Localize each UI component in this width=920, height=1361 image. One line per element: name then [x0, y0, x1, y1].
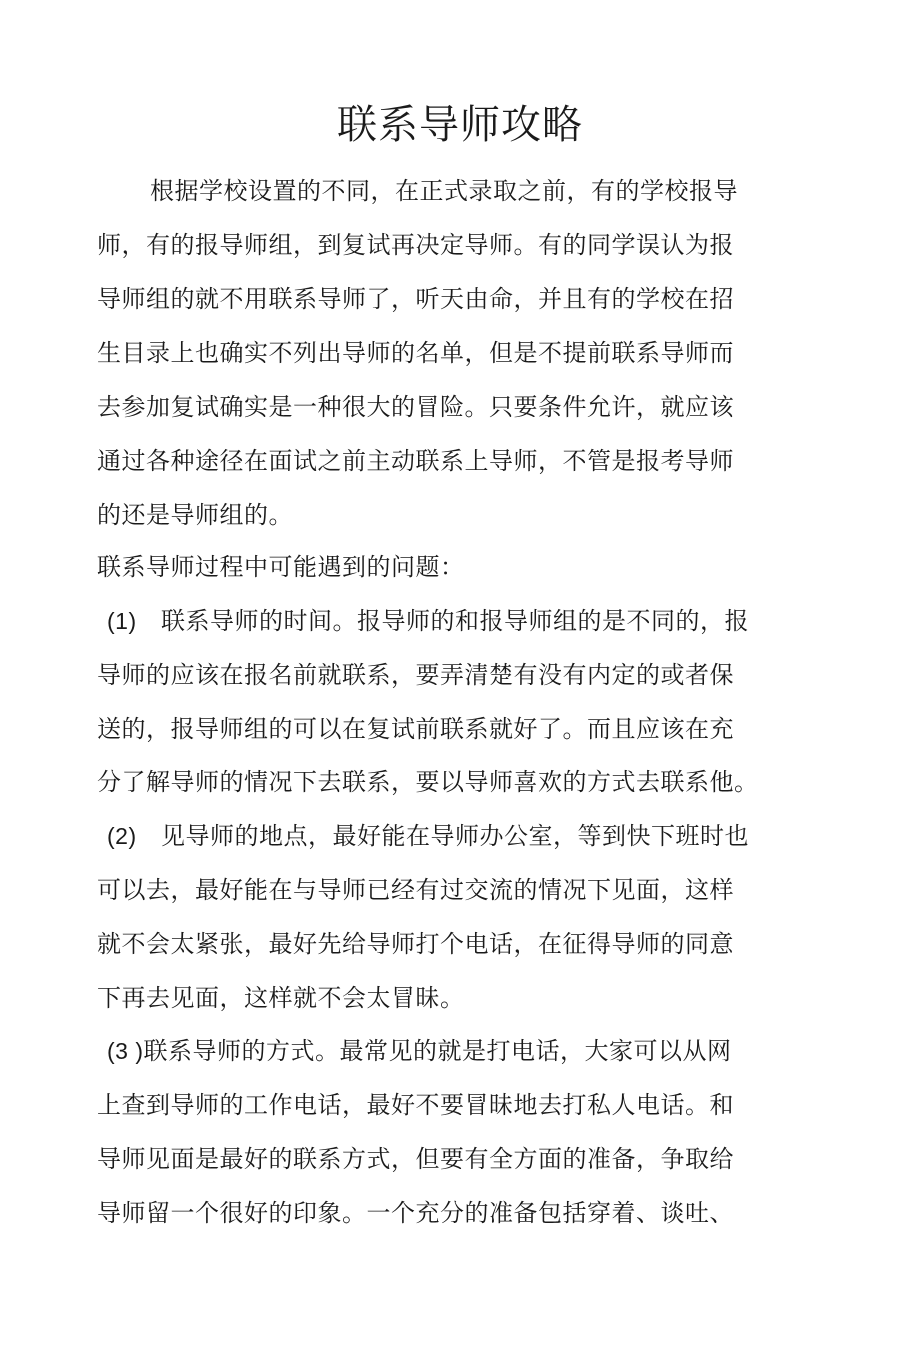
- intro-line: 去参加复试确实是一种很大的冒险。只要条件允许，就应该: [97, 393, 734, 421]
- item-text: 联系导师的方式。最常见的就是打电话，大家可以从网: [143, 1037, 732, 1065]
- list-item-first-line: [97, 821, 749, 851]
- list-item-line: 导师见面是最好的联系方式，但要有全方面的准备，争取给: [97, 1145, 734, 1173]
- list-item-line: 分了解导师的情况下去联系，要以导师喜欢的方式去联系他。: [97, 768, 759, 796]
- item-number: (1): [107, 608, 137, 634]
- intro-line: 导师组的就不用联系导师了，听天由命，并且有的学校在招: [97, 285, 734, 313]
- section-heading: 联系导师过程中可能遇到的问题：: [97, 553, 465, 581]
- intro-line: 师，有的报导师组，到复试再决定导师。有的同学误认为报: [97, 231, 734, 259]
- list-item-line: 导师留一个很好的印象。一个充分的准备包括穿着、谈吐、: [97, 1199, 734, 1227]
- intro-line: 生目录上也确实不列出导师的名单，但是不提前联系导师而: [97, 339, 734, 367]
- list-item-line: 送的，报导师组的可以在复试前联系就好了。而且应该在充: [97, 715, 734, 743]
- list-item-line: 上查到导师的工作电话，最好不要冒昧地去打私人电话。和: [97, 1091, 734, 1119]
- intro-line: 的还是导师组的。: [97, 501, 293, 529]
- intro-line: 根据学校设置的不同，在正式录取之前，有的学校报导: [150, 177, 738, 205]
- list-item-line: 就不会太紧张，最好先给导师打个电话，在征得导师的同意: [97, 930, 734, 958]
- list-item-line: 下再去见面，这样就不会太冒昧。: [97, 984, 465, 1012]
- item-text: 见导师的地点，最好能在导师办公室，等到快下班时也: [161, 822, 750, 850]
- list-item-line: 可以去，最好能在与导师已经有过交流的情况下见面，这样: [97, 876, 734, 904]
- item-number: (2): [107, 823, 137, 849]
- list-item-first-line: [97, 606, 749, 636]
- item-number: (3 ): [107, 1038, 144, 1064]
- document-title: 联系导师攻略: [337, 102, 583, 148]
- list-item-line: 导师的应该在报名前就联系，要弄清楚有没有内定的或者保: [97, 661, 734, 689]
- intro-line: 通过各种途径在面试之前主动联系上导师，不管是报考导师: [97, 447, 734, 475]
- item-text: 联系导师的时间。报导师的和报导师组的是不同的，报: [161, 607, 750, 635]
- list-item-first-line: [97, 1036, 732, 1066]
